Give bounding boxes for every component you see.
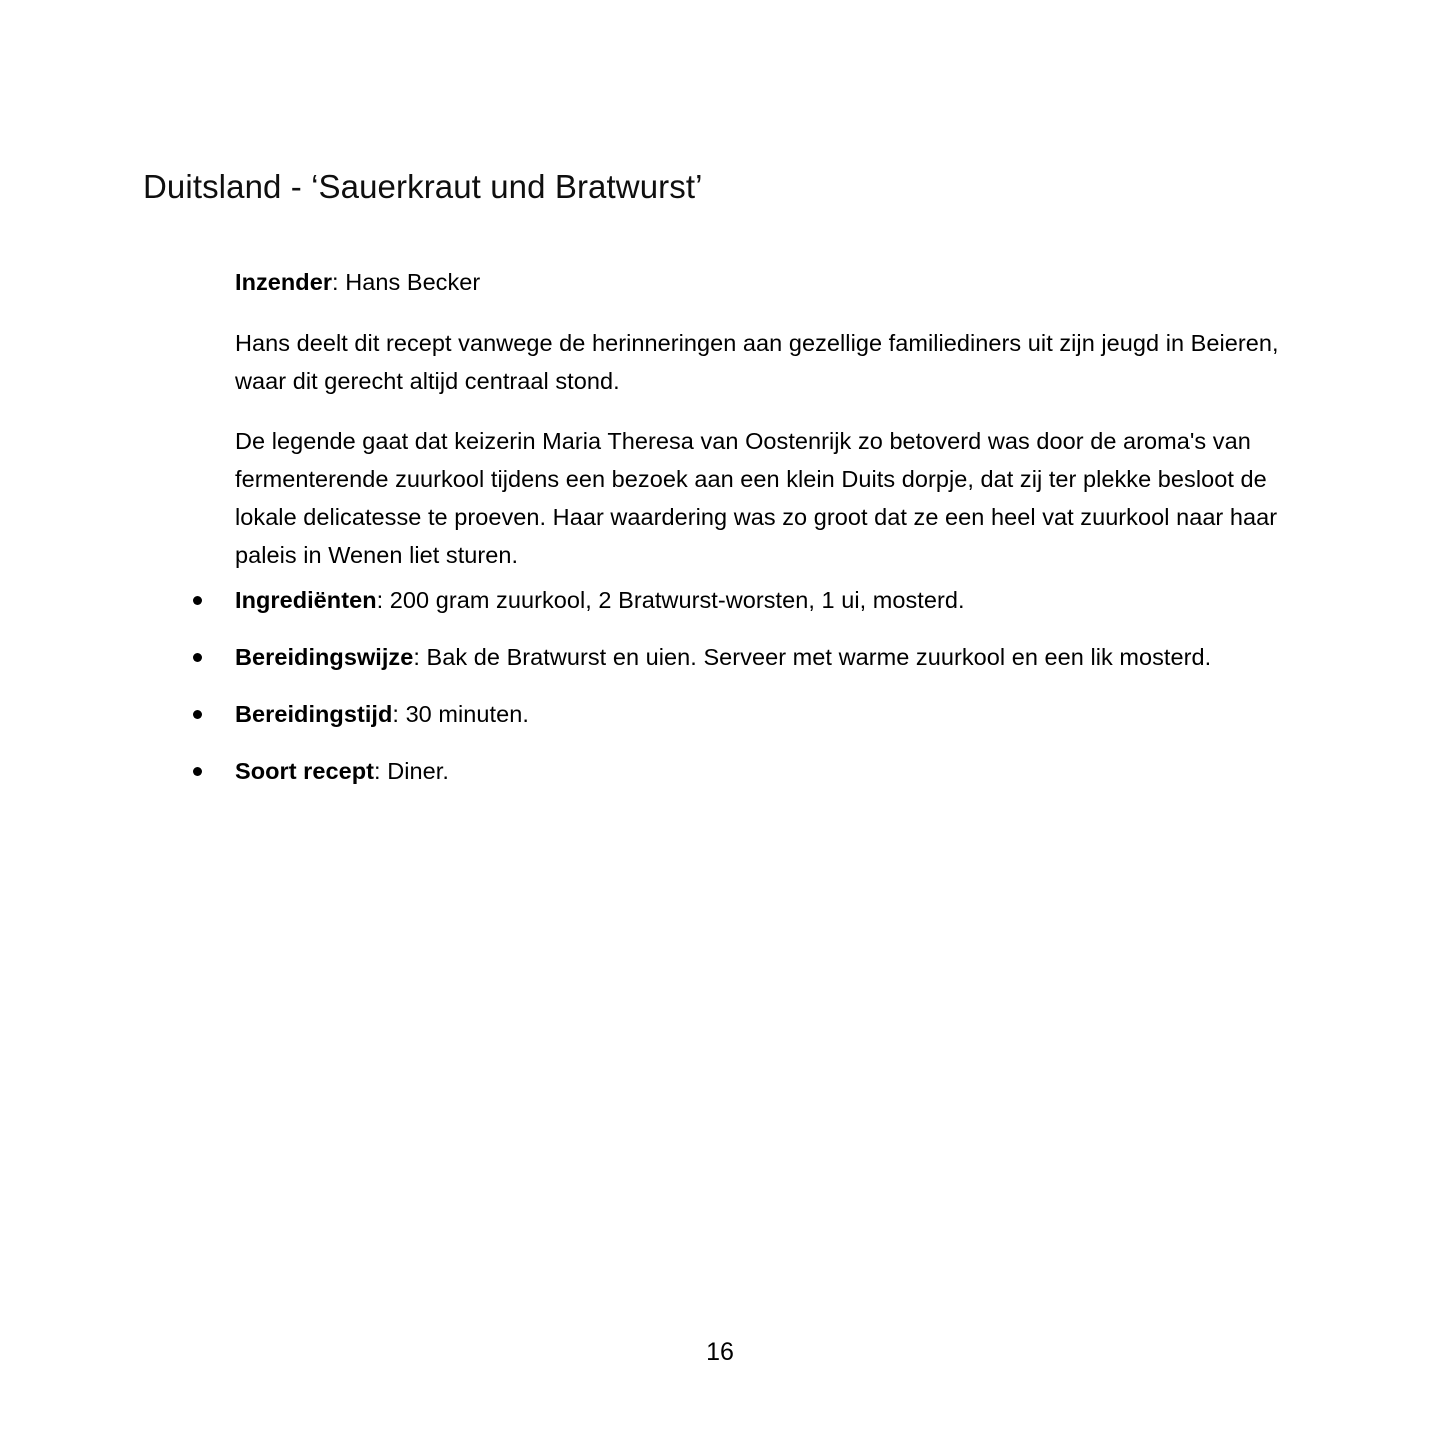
bullet-value: Diner. — [387, 758, 449, 784]
recipe-body — [235, 263, 1293, 574]
bullet-label: Bereidingswijze — [235, 644, 414, 670]
bullet-label: Bereidingstijd — [235, 701, 393, 727]
bullet-dot-icon — [193, 767, 202, 776]
list-item — [193, 642, 1293, 672]
submitter-line — [235, 263, 1293, 301]
bullet-label: Soort recept — [235, 758, 375, 784]
bullet-value: Bak de Bratwurst en uien. Serveer met warme zuurkool en een lik mosterd. — [426, 644, 1212, 670]
bullet-separator: : — [376, 587, 390, 613]
bullet-separator: : — [392, 701, 406, 727]
bullet-value: 200 gram zuurkool, 2 Bratwurst-worsten, 1 ui, mosterd. — [389, 587, 965, 613]
bullet-value: 30 minuten. — [405, 701, 529, 727]
bullet-separator: : — [413, 644, 427, 670]
bullet-dot-icon — [193, 596, 202, 605]
bullet-content — [235, 585, 1293, 615]
page-title: Duitsland - ‘Sauerkraut und Bratwurst’ — [143, 168, 703, 206]
list-item — [193, 585, 1293, 615]
submitter-value: Hans Becker — [345, 269, 481, 295]
bullet-content — [235, 699, 1293, 729]
list-item — [193, 699, 1293, 729]
bullet-content — [235, 642, 1293, 672]
legend-paragraph: De legende gaat dat keizerin Maria Theresa van Oostenrijk zo betoverd was door de aroma's van fermenterende zuurkool tijdens een bezoek aan een klein Duits dorpje, dat zij ter plekke besloot de lokale delicatesse te proeven. Haar waardering was zo groot dat ze een heel vat zuurkool naar haar paleis in Wenen liet sturen. — [235, 428, 1278, 568]
recipe-details-list — [193, 585, 1293, 786]
submitter-label: Inzender — [235, 269, 333, 295]
bullet-dot-icon — [193, 710, 202, 719]
bullet-dot-icon — [193, 653, 202, 662]
bullet-content — [235, 756, 1293, 786]
bullet-label: Ingrediënten — [235, 587, 377, 613]
bullet-separator: : — [374, 758, 388, 784]
list-item — [193, 756, 1293, 786]
submitter-separator: : — [332, 269, 346, 295]
page-number: 16 — [706, 1338, 734, 1366]
intro-paragraph: Hans deelt dit recept vanwege de herinneringen aan gezellige familiediners uit zijn jeugd in Beieren, waar dit gerecht altijd centraal stond. — [235, 330, 1279, 394]
